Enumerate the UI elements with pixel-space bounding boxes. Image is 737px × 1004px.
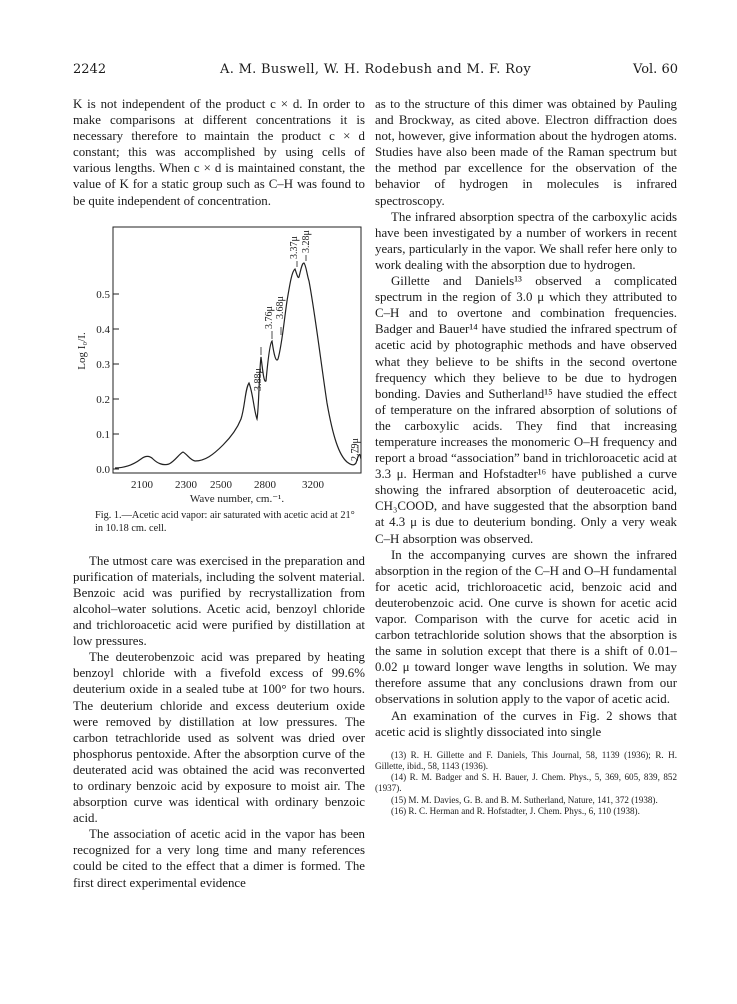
paragraph: as to the structure of this dimer was obtained by Pauling and Brockway, as cited above. Electron diffraction does not, however, give information about the hydrogen atoms. Studies have also been made of the Raman spectrum but the method par excellence for the observation of the behavior of hydrogen in molecules is infrared spectroscopy. (375, 97, 677, 208)
footnote: (13) R. H. Gillette and F. Daniels, This Journal, 58, 1139 (1936); R. H. Gillette, ibid., 58, 1143 (1936). (375, 749, 677, 771)
paragraph: The utmost care was exercised in the preparation and purification of materials, including the solvent material. Benzoic acid was purified by recrystallization from alcohol–water solutions. Acetic acid, benzoyl chloride and trichloroacetic acid were purified by distillation at low pressures. (73, 553, 365, 649)
paragraph: The deuterobenzoic acid was prepared by heating benzoyl chloride with a fivefold excess of 99.6% deuterium oxide in a sealed tube at 100° for two hours. The deuterium chloride and excess deuterium oxide were removed by distillation at low pressures. The carbon tetrachloride used as solvent was dried over phosphorus pentoxide. After the absorption curve of the deuterated acid was obtained the acid was reconverted to ordinary benzoic acid by exposure to moist air. The absorption curve was identical with ordinary benzoic acid. (73, 650, 365, 826)
paragraph: An examination of the curves in Fig. 2 shows that acetic acid is slightly dissociated into single (375, 708, 677, 739)
caption-text: —Acetic acid vapor: air saturated with acetic acid at 21° in 10.18 cm. cell. (95, 509, 355, 534)
peak-label: 3.76μ (264, 305, 275, 329)
paragraph: In the accompanying curves are shown the infrared absorption in the region of the C–H and O–H fundamental for acetic acid, trichloroacetic acid, benzoic acid and deuterobenzoic acid. One curve is shown for acetic acid vapor. Comparison with the curve for acetic acid in carbon tetrachloride solution shows that the absorption is the same in solution except that there is a shift of 0.01–0.02 μ toward longer wave lengths in solution. We may therefore assume that any conclusions drawn from our observations in solution apply to the vapor of acetic acid. (375, 547, 677, 707)
peak-label: 3.28μ (301, 229, 312, 253)
footnote: (14) R. M. Badger and S. H. Bauer, J. Chem. Phys., 5, 369, 605, 839, 852 (1937). (375, 772, 677, 794)
paragraph: K is not independent of the product c × d. In order to make comparisons at different concentrations it is necessary therefore to maintain the product c × d constant; this was accomplished by using cells of various lengths. When c × d is maintained constant, the value of K for a static group such as C–H was found to be quite independent of concentration. (73, 97, 365, 208)
x-tick-label: 2800 (254, 478, 276, 491)
footnotes (375, 750, 677, 817)
figure-1 (73, 223, 365, 553)
peak-label: 3.68μ (275, 295, 286, 319)
left-column (73, 96, 365, 891)
paragraph: The infrared absorption spectra of the carboxylic acids have been investigated by a number of workers in recent years, particularly in the vapor. We shall refer here only to work dealing with the absorption due to hydrogen. (375, 209, 677, 272)
x-tick-label: 3200 (302, 478, 324, 491)
footnote: (15) M. M. Davies, G. B. and B. M. Sutherland, Nature, 141, 372 (1938). (391, 794, 658, 805)
peak-label: 3.88μ (253, 367, 264, 391)
volume-label: Vol. 60 (633, 62, 678, 77)
y-tick-label: 0.4 (96, 323, 110, 336)
absorption-spectrum-chart (73, 223, 365, 553)
peak-label: 3.37μ (289, 235, 300, 259)
figure-caption (95, 509, 357, 535)
plot-frame (113, 227, 361, 473)
y-tick-label: 0.0 (96, 463, 110, 476)
x-tick-label: 2300 (175, 478, 197, 491)
spectrum-curve (115, 263, 361, 468)
x-tick-label: 2500 (210, 478, 232, 491)
right-column (375, 96, 677, 817)
paragraph: The association of acetic acid in the vapor has been recognized for a very long time and many references could be cited to the effect that a dimer is formed. The first direct experimental evidence (73, 827, 365, 890)
y-tick-label: 0.2 (96, 393, 110, 406)
y-axis-label: Log I₀/I. (76, 331, 88, 370)
paragraph: Gillette and Daniels¹³ observed a complicated spectrum in the region of 3.0 μ which they attributed to C–H and to overtone and combination frequencies. Badger and Bauer¹⁴ have studied the infrared spectrum of acetic acid by photographic methods and have observed what they believe to be shifts in the second overtone frequency which they believe to be due to hydrogen bonding. Davies and Sutherland¹⁵ have studied the effect of temperature on the infrared absorption of solutions of the carboxylic acids. They find that increasing temperature increases the monomeric O–H frequency and report a broad “association” band in trichloroacetic acid at 3.3 μ. Herman and Hofstadter¹⁶ have published a curve showing the infrared absorption of deuteroacetic acid, CH₃COOD, and have suggested that the absorption band at 4.3 μ is due to deuterium bonding. Only a very weak C–H absorption was observed. (375, 274, 677, 546)
caption-label: Fig. 1. (95, 509, 122, 521)
x-tick-label: 2100 (131, 478, 153, 491)
page-number: 2242 (73, 62, 107, 77)
running-authors: A. M. Buswell, W. H. Rodebush and M. F. Roy (220, 62, 531, 77)
y-tick-label: 0.3 (96, 358, 110, 371)
footnote: (16) R. C. Herman and R. Hofstadter, J. Chem. Phys., 6, 110 (1938). (391, 805, 640, 816)
x-axis-label: Wave number, cm.⁻¹. (189, 492, 285, 505)
y-tick-label: 0.5 (96, 288, 110, 301)
page-header (73, 62, 678, 80)
peak-label: 2.79μ (350, 437, 361, 461)
y-tick-label: 0.1 (96, 428, 110, 441)
